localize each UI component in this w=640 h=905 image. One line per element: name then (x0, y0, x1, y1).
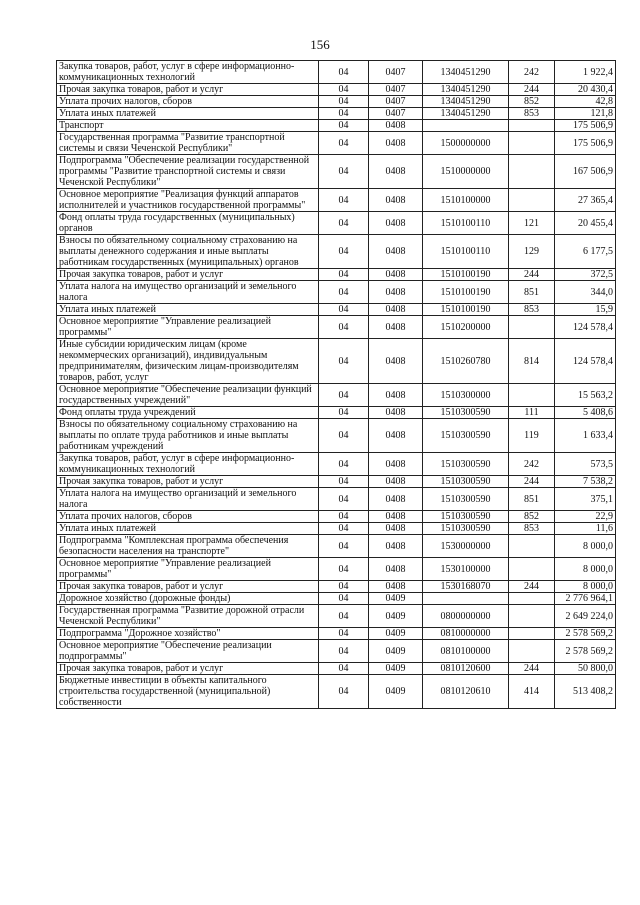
cell-section: 04 (319, 84, 369, 96)
cell-amount: 124 578,4 (555, 339, 616, 384)
cell-section: 04 (319, 488, 369, 511)
table-row (57, 120, 616, 132)
cell-target-article: 0810100000 (423, 640, 509, 663)
table-row (57, 476, 616, 488)
cell-name: Фонд оплаты труда государственных (муниципальных) органов (57, 212, 319, 235)
table-row (57, 189, 616, 212)
table-row (57, 640, 616, 663)
cell-subsection: 0408 (369, 581, 423, 593)
cell-target-article (423, 120, 509, 132)
table-row (57, 407, 616, 419)
table-row (57, 84, 616, 96)
cell-amount: 121,8 (555, 108, 616, 120)
cell-name: Фонд оплаты труда учреждений (57, 407, 319, 419)
cell-amount: 50 800,0 (555, 663, 616, 675)
cell-subsection: 0408 (369, 304, 423, 316)
cell-section: 04 (319, 189, 369, 212)
cell-subsection: 0408 (369, 339, 423, 384)
cell-name: Подпрограмма "Дорожное хозяйство" (57, 628, 319, 640)
cell-name: Закупка товаров, работ, услуг в сфере информационно-коммуникационных технологий (57, 453, 319, 476)
cell-expense-type: 244 (509, 663, 555, 675)
cell-subsection: 0408 (369, 316, 423, 339)
cell-section: 04 (319, 675, 369, 709)
cell-subsection: 0407 (369, 108, 423, 120)
cell-subsection: 0408 (369, 120, 423, 132)
cell-expense-type: 851 (509, 281, 555, 304)
table-row (57, 269, 616, 281)
cell-subsection: 0409 (369, 640, 423, 663)
cell-section: 04 (319, 120, 369, 132)
cell-expense-type (509, 558, 555, 581)
cell-expense-type (509, 535, 555, 558)
cell-name: Уплата налога на имущество организаций и земельного налога (57, 488, 319, 511)
cell-amount: 513 408,2 (555, 675, 616, 709)
cell-name: Взносы по обязательному социальному страхованию на выплаты по оплате труда работников и иные выплаты работникам учреждений (57, 419, 319, 453)
cell-section: 04 (319, 476, 369, 488)
cell-subsection: 0407 (369, 61, 423, 84)
cell-target-article: 1340451290 (423, 61, 509, 84)
cell-name: Основное мероприятие "Обеспечение реализации функций государственных учреждений" (57, 384, 319, 407)
cell-subsection: 0408 (369, 269, 423, 281)
cell-amount: 2 649 224,0 (555, 605, 616, 628)
cell-subsection: 0409 (369, 663, 423, 675)
cell-target-article: 1510300590 (423, 419, 509, 453)
table-row (57, 523, 616, 535)
cell-amount: 175 506,9 (555, 132, 616, 155)
cell-section: 04 (319, 61, 369, 84)
cell-subsection: 0408 (369, 132, 423, 155)
cell-expense-type: 414 (509, 675, 555, 709)
table-row (57, 316, 616, 339)
cell-section: 04 (319, 511, 369, 523)
cell-subsection: 0408 (369, 419, 423, 453)
cell-target-article: 1510100110 (423, 212, 509, 235)
cell-subsection: 0408 (369, 281, 423, 304)
cell-section: 04 (319, 384, 369, 407)
cell-amount: 5 408,6 (555, 407, 616, 419)
cell-subsection: 0408 (369, 453, 423, 476)
cell-subsection: 0408 (369, 384, 423, 407)
cell-target-article: 1530000000 (423, 535, 509, 558)
cell-name: Уплата прочих налогов, сборов (57, 511, 319, 523)
cell-name: Транспорт (57, 120, 319, 132)
cell-target-article: 1510300000 (423, 384, 509, 407)
cell-expense-type: 853 (509, 108, 555, 120)
table-row (57, 511, 616, 523)
cell-expense-type (509, 120, 555, 132)
cell-amount: 573,5 (555, 453, 616, 476)
cell-target-article: 1510100190 (423, 304, 509, 316)
cell-target-article: 1510100190 (423, 269, 509, 281)
cell-amount: 1 922,4 (555, 61, 616, 84)
cell-subsection: 0409 (369, 605, 423, 628)
cell-name: Основное мероприятие "Обеспечение реализации подпрограммы" (57, 640, 319, 663)
cell-name: Прочая закупка товаров, работ и услуг (57, 269, 319, 281)
cell-name: Уплата налога на имущество организаций и земельного налога (57, 281, 319, 304)
cell-subsection: 0409 (369, 593, 423, 605)
cell-name: Основное мероприятие "Управление реализацией программы" (57, 316, 319, 339)
table-row (57, 558, 616, 581)
table-row (57, 212, 616, 235)
cell-target-article: 1340451290 (423, 84, 509, 96)
table-row (57, 675, 616, 709)
cell-target-article: 1530100000 (423, 558, 509, 581)
table-row (57, 384, 616, 407)
table-row (57, 628, 616, 640)
cell-expense-type: 244 (509, 84, 555, 96)
cell-expense-type: 244 (509, 476, 555, 488)
table-row (57, 96, 616, 108)
cell-expense-type (509, 640, 555, 663)
cell-target-article: 1510100000 (423, 189, 509, 212)
cell-subsection: 0408 (369, 235, 423, 269)
cell-amount: 175 506,9 (555, 120, 616, 132)
cell-expense-type: 244 (509, 269, 555, 281)
cell-target-article: 0800000000 (423, 605, 509, 628)
cell-target-article: 1500000000 (423, 132, 509, 155)
cell-target-article: 1510200000 (423, 316, 509, 339)
cell-amount: 372,5 (555, 269, 616, 281)
cell-amount: 27 365,4 (555, 189, 616, 212)
table-row (57, 663, 616, 675)
cell-subsection: 0408 (369, 558, 423, 581)
cell-section: 04 (319, 605, 369, 628)
cell-section: 04 (319, 523, 369, 535)
cell-expense-type (509, 593, 555, 605)
cell-subsection: 0408 (369, 511, 423, 523)
cell-subsection: 0409 (369, 628, 423, 640)
cell-target-article: 1510300590 (423, 453, 509, 476)
cell-section: 04 (319, 419, 369, 453)
cell-amount: 2 776 964,1 (555, 593, 616, 605)
cell-target-article: 1340451290 (423, 96, 509, 108)
table-row (57, 535, 616, 558)
cell-section: 04 (319, 281, 369, 304)
cell-target-article (423, 593, 509, 605)
cell-amount: 375,1 (555, 488, 616, 511)
cell-subsection: 0408 (369, 523, 423, 535)
table-row (57, 132, 616, 155)
cell-subsection: 0408 (369, 488, 423, 511)
cell-target-article: 1510260780 (423, 339, 509, 384)
cell-name: Бюджетные инвестиции в объекты капитального строительства государственной (муниципальной) собственности (57, 675, 319, 709)
budget-table-body (57, 61, 616, 709)
cell-target-article: 1510100190 (423, 281, 509, 304)
cell-expense-type (509, 605, 555, 628)
cell-target-article: 1510300590 (423, 511, 509, 523)
cell-section: 04 (319, 339, 369, 384)
table-row (57, 235, 616, 269)
cell-name: Основное мероприятие "Управление реализацией программы" (57, 558, 319, 581)
table-row (57, 281, 616, 304)
cell-target-article: 1340451290 (423, 108, 509, 120)
cell-section: 04 (319, 235, 369, 269)
cell-target-article: 1530168070 (423, 581, 509, 593)
cell-target-article: 1510300590 (423, 523, 509, 535)
cell-expense-type: 851 (509, 488, 555, 511)
cell-amount: 344,0 (555, 281, 616, 304)
table-row (57, 339, 616, 384)
cell-subsection: 0407 (369, 96, 423, 108)
cell-target-article: 0810120610 (423, 675, 509, 709)
cell-name: Прочая закупка товаров, работ и услуг (57, 663, 319, 675)
cell-name: Уплата прочих налогов, сборов (57, 96, 319, 108)
cell-name: Дорожное хозяйство (дорожные фонды) (57, 593, 319, 605)
cell-section: 04 (319, 640, 369, 663)
table-row (57, 155, 616, 189)
cell-target-article: 1510000000 (423, 155, 509, 189)
cell-section: 04 (319, 212, 369, 235)
cell-name: Подпрограмма "Комплексная программа обеспечения безопасности населения на транспорте" (57, 535, 319, 558)
cell-subsection: 0407 (369, 84, 423, 96)
cell-section: 04 (319, 581, 369, 593)
cell-name: Взносы по обязательному социальному страхованию на выплаты денежного содержания и иные выплаты работникам государственных (муниципальных) органов (57, 235, 319, 269)
page-number: 156 (310, 37, 330, 52)
cell-name: Уплата иных платежей (57, 304, 319, 316)
cell-expense-type: 852 (509, 96, 555, 108)
cell-amount: 2 578 569,2 (555, 628, 616, 640)
cell-expense-type: 121 (509, 212, 555, 235)
cell-expense-type: 853 (509, 523, 555, 535)
cell-expense-type: 129 (509, 235, 555, 269)
cell-name: Подпрограмма "Обеспечение реализации государственной программы "Развитие транспортной системы и связи Чеченской Республики" (57, 155, 319, 189)
cell-expense-type: 242 (509, 61, 555, 84)
cell-name: Закупка товаров, работ, услуг в сфере информационно-коммуникационных технологий (57, 61, 319, 84)
cell-expense-type: 119 (509, 419, 555, 453)
cell-subsection: 0409 (369, 675, 423, 709)
table-row (57, 61, 616, 84)
cell-name: Прочая закупка товаров, работ и услуг (57, 581, 319, 593)
cell-expense-type (509, 155, 555, 189)
cell-amount: 124 578,4 (555, 316, 616, 339)
cell-name: Государственная программа "Развитие дорожной отрасли Чеченской Республики" (57, 605, 319, 628)
cell-name: Уплата иных платежей (57, 108, 319, 120)
cell-section: 04 (319, 535, 369, 558)
table-row (57, 419, 616, 453)
cell-section: 04 (319, 663, 369, 675)
cell-subsection: 0408 (369, 155, 423, 189)
cell-section: 04 (319, 628, 369, 640)
cell-amount: 20 430,4 (555, 84, 616, 96)
cell-name: Уплата иных платежей (57, 523, 319, 535)
budget-table (56, 60, 616, 709)
cell-expense-type: 244 (509, 581, 555, 593)
cell-amount: 11,6 (555, 523, 616, 535)
cell-subsection: 0408 (369, 407, 423, 419)
cell-section: 04 (319, 453, 369, 476)
cell-amount: 15 563,2 (555, 384, 616, 407)
cell-expense-type: 814 (509, 339, 555, 384)
table-row (57, 304, 616, 316)
cell-target-article: 0810000000 (423, 628, 509, 640)
cell-amount: 22,9 (555, 511, 616, 523)
cell-section: 04 (319, 316, 369, 339)
cell-name: Государственная программа "Развитие транспортной системы и связи Чеченской Республики" (57, 132, 319, 155)
cell-amount: 20 455,4 (555, 212, 616, 235)
cell-amount: 7 538,2 (555, 476, 616, 488)
cell-amount: 8 000,0 (555, 558, 616, 581)
cell-expense-type: 852 (509, 511, 555, 523)
cell-expense-type (509, 189, 555, 212)
cell-section: 04 (319, 593, 369, 605)
cell-expense-type (509, 316, 555, 339)
cell-name: Прочая закупка товаров, работ и услуг (57, 84, 319, 96)
cell-subsection: 0408 (369, 189, 423, 212)
cell-subsection: 0408 (369, 476, 423, 488)
cell-amount: 15,9 (555, 304, 616, 316)
table-row (57, 605, 616, 628)
cell-amount: 6 177,5 (555, 235, 616, 269)
cell-section: 04 (319, 304, 369, 316)
cell-target-article: 1510300590 (423, 407, 509, 419)
cell-section: 04 (319, 407, 369, 419)
cell-expense-type (509, 628, 555, 640)
cell-section: 04 (319, 269, 369, 281)
cell-target-article: 1510300590 (423, 488, 509, 511)
cell-target-article: 1510300590 (423, 476, 509, 488)
cell-amount: 8 000,0 (555, 581, 616, 593)
cell-name: Прочая закупка товаров, работ и услуг (57, 476, 319, 488)
cell-section: 04 (319, 96, 369, 108)
table-row (57, 581, 616, 593)
cell-amount: 167 506,9 (555, 155, 616, 189)
cell-name: Основное мероприятие "Реализация функций аппаратов исполнителей и участников государственной программы" (57, 189, 319, 212)
table-row (57, 108, 616, 120)
cell-expense-type (509, 384, 555, 407)
cell-expense-type: 853 (509, 304, 555, 316)
cell-target-article: 1510100110 (423, 235, 509, 269)
cell-section: 04 (319, 108, 369, 120)
cell-section: 04 (319, 132, 369, 155)
cell-expense-type (509, 132, 555, 155)
cell-name: Иные субсидии юридическим лицам (кроме некоммерческих организаций), индивидуальным предпринимателям, физическим лицам-производителям товаров, работ, услуг (57, 339, 319, 384)
cell-section: 04 (319, 558, 369, 581)
table-row (57, 453, 616, 476)
cell-amount: 1 633,4 (555, 419, 616, 453)
cell-expense-type: 242 (509, 453, 555, 476)
cell-section: 04 (319, 155, 369, 189)
cell-expense-type: 111 (509, 407, 555, 419)
cell-amount: 2 578 569,2 (555, 640, 616, 663)
cell-subsection: 0408 (369, 535, 423, 558)
cell-amount: 42,8 (555, 96, 616, 108)
cell-subsection: 0408 (369, 212, 423, 235)
table-row (57, 593, 616, 605)
cell-amount: 8 000,0 (555, 535, 616, 558)
table-row (57, 488, 616, 511)
cell-target-article: 0810120600 (423, 663, 509, 675)
